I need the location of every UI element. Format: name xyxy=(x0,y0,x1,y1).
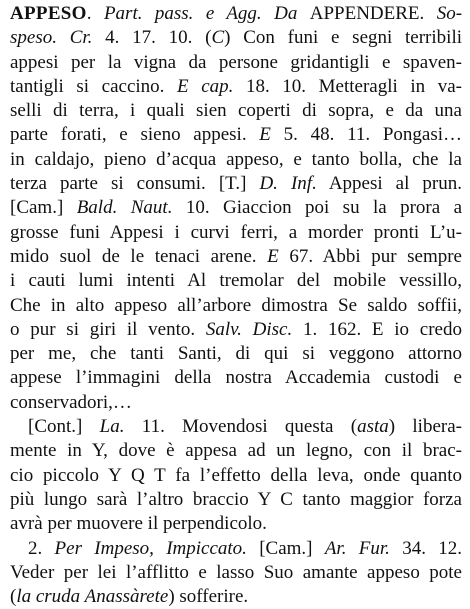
entry-line xyxy=(10,51,462,75)
entry-line xyxy=(10,464,462,488)
entry-text: 5. 48. 11. Pongasi… xyxy=(270,124,462,146)
entry-line xyxy=(10,221,462,245)
entry-text: per me, che tanti Santi, di qui si veggono attorno xyxy=(10,343,462,365)
italic-text: Part. pass. e Agg. Da xyxy=(103,3,310,24)
italic-text: speso. Cr. xyxy=(10,27,93,49)
entry-text: mente in Y, dove è appesa ad un legno, con il brac- xyxy=(10,440,462,462)
entry-line xyxy=(10,342,462,366)
entry-text: cio piccolo Y Q T fa l’effetto della leva, onde quanto xyxy=(10,464,462,486)
entry-text: Appesi al prun. xyxy=(316,173,462,195)
entry-text: appesi per la vigna da persone gridantigli e spaven- xyxy=(10,51,462,73)
entry-line xyxy=(10,585,462,609)
entry-text: . xyxy=(419,3,437,24)
headword: APPESO xyxy=(10,3,87,24)
italic-text: la cruda Anassàrete xyxy=(16,586,169,608)
entry-text: 18. 10. Metteragli in va- xyxy=(233,75,462,97)
italic-text: asta xyxy=(357,416,389,438)
entry-line xyxy=(10,561,462,585)
entry-text: conservadori,… xyxy=(10,391,132,413)
entry-text: più lungo sarà l’altro braccio Y C tanto maggior forza xyxy=(10,488,462,510)
italic-text: Per Impeso, Impiccato. xyxy=(54,537,247,559)
entry-text: mido suol de le tenaci arene. xyxy=(10,245,268,267)
entry-text: ) sofferire. xyxy=(168,586,249,608)
entry-body xyxy=(10,2,462,609)
entry-text: APPENDERE xyxy=(309,3,420,24)
entry-line xyxy=(10,2,462,26)
entry-text: [Cont.] xyxy=(28,416,100,438)
entry-text: ( xyxy=(10,586,17,608)
entry-line xyxy=(10,26,462,50)
italic-text: E xyxy=(259,124,271,146)
entry-line xyxy=(10,269,462,293)
entry-text: parte forati, e sieno appesi. xyxy=(10,124,260,146)
entry-text: Che in alto appeso all’arbore dimostra Se saldo soffii, xyxy=(10,294,462,316)
entry-text: appese l’immagini della nostra Accademia custodi e xyxy=(10,367,462,389)
entry-text: ) libera- xyxy=(388,416,462,438)
entry-text: 11. Movendosi questa ( xyxy=(124,416,358,438)
entry-text: avrà per muovere il perpendicolo. xyxy=(10,513,267,535)
entry-line xyxy=(10,318,462,342)
italic-text: D. Inf. xyxy=(259,173,317,195)
italic-text: E cap. xyxy=(177,75,234,97)
entry-text: 4. 17. 10. ( xyxy=(92,27,212,49)
entry-text: 2. xyxy=(28,537,55,559)
entry-text: 34. 12. xyxy=(389,537,462,559)
entry-line xyxy=(10,537,462,561)
italic-text: Bald. Naut. xyxy=(76,197,173,219)
entry-line xyxy=(10,75,462,99)
entry-text: Veder per lei l’afflitto e lasso Suo amante appeso pote xyxy=(10,561,462,583)
entry-text: tantigli si caccino. xyxy=(10,75,178,97)
entry-text: [Cam.] xyxy=(246,537,325,559)
entry-line xyxy=(10,123,462,147)
entry-text: in caldajo, pieno d’acqua appeso, e tanto bolla, che la xyxy=(10,148,462,170)
italic-text: Salv. Disc. xyxy=(205,318,293,340)
entry-line xyxy=(10,148,462,172)
entry-line xyxy=(10,415,462,439)
entry-text: o pur si giri il vento. xyxy=(10,318,206,340)
entry-line xyxy=(10,488,462,512)
entry-text: grosse funi Appesi i curvi ferri, a morder pronti L’u- xyxy=(10,221,462,243)
entry-text: selli di terra, i quali sien coperti di sopra, e da una xyxy=(10,100,462,122)
entry-text: i cauti lumi intenti Al tremolar del mobile vessillo, xyxy=(10,270,462,292)
entry-line xyxy=(10,196,462,220)
entry-text: terza parte si consumi. [T.] xyxy=(10,173,260,195)
entry-line xyxy=(10,391,462,415)
entry-line xyxy=(10,99,462,123)
entry-line xyxy=(10,439,462,463)
italic-text: E xyxy=(267,245,279,267)
entry-text: 10. Giaccion poi su la prora a xyxy=(172,197,462,219)
entry-text: [Cam.] xyxy=(10,197,77,219)
entry-text: 67. Abbi pur sempre xyxy=(278,245,462,267)
entry-text: . xyxy=(86,3,104,24)
italic-text: Ar. Fur. xyxy=(324,537,390,559)
entry-text: 1. 162. E io credo xyxy=(292,318,462,340)
entry-line xyxy=(10,366,462,390)
entry-line xyxy=(10,172,462,196)
entry-text: ) Con funi e segni terribili xyxy=(224,27,462,49)
entry-line xyxy=(10,245,462,269)
italic-text: C xyxy=(211,27,225,49)
italic-text: La. xyxy=(99,416,125,438)
entry-line xyxy=(10,512,462,536)
entry-line xyxy=(10,294,462,318)
italic-text: So- xyxy=(436,3,462,24)
